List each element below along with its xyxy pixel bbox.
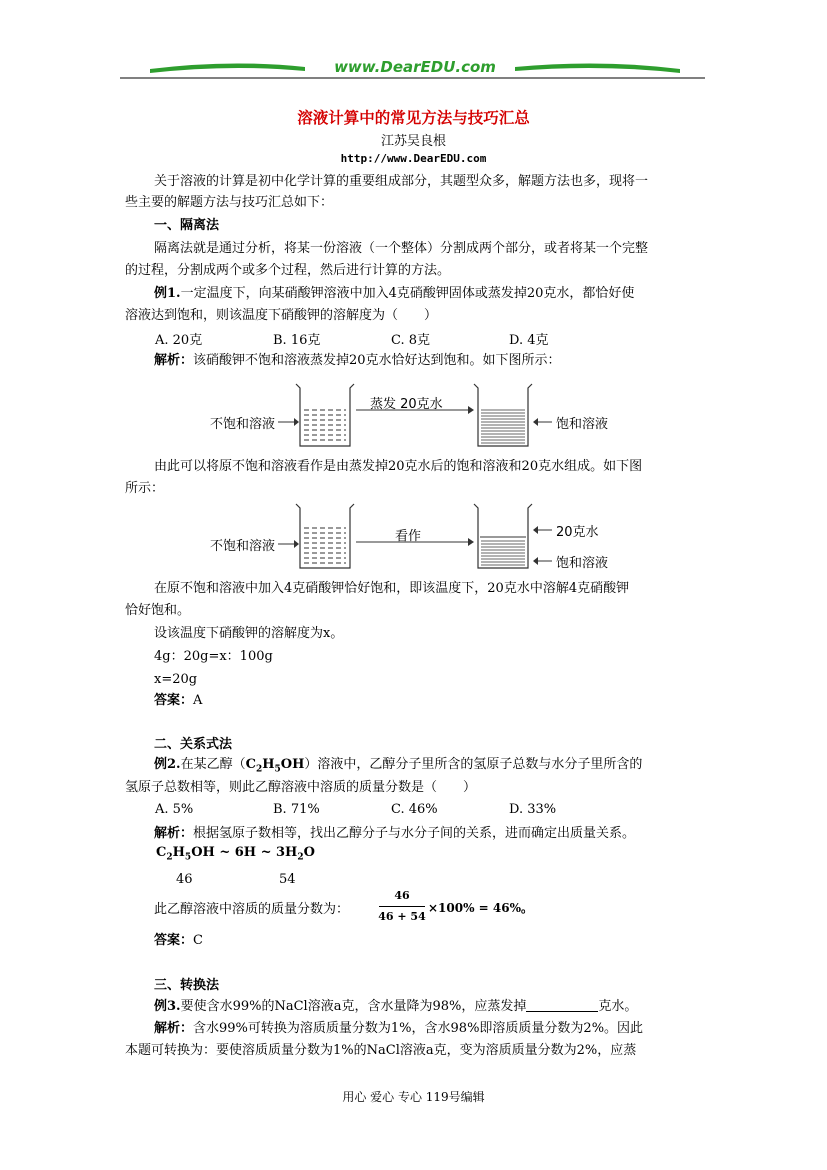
ex3-analysis	[125, 1018, 705, 1039]
fraction-denominator: 46 + 54	[378, 910, 426, 923]
sec1-mid-1: 由此可以将原不饱和溶液看作是由蒸发掉20克水后的饱和溶液和20克水组成。如下图	[154, 459, 643, 474]
sec1-set: 设该温度下硝酸钾的溶解度为x。	[154, 626, 344, 641]
sec1-answer	[125, 690, 705, 711]
ex1-label: 例1.	[154, 286, 181, 301]
ex2-analysis-text: 根据氢原子数相等，找出乙醇分子与水分子间的关系，进而确定出质量关系。	[193, 826, 636, 841]
beaker-unsaturated	[296, 384, 354, 446]
fig2-arrow-label: 看作	[395, 529, 422, 544]
answer-blank[interactable]	[526, 997, 598, 1012]
sec2-answer	[125, 930, 705, 951]
ex1-text-2: 溶液达到饱和，则该温度下硝酸钾的溶解度为（ ）	[125, 308, 438, 323]
ex1-analysis-label: 解析：	[154, 353, 194, 368]
sec1-heading: 一、隔离法	[154, 218, 220, 233]
page-footer: 用心 爱心 专心 119号编辑	[342, 1090, 485, 1104]
sec1-example	[125, 283, 705, 304]
ex3-label: 例3.	[154, 999, 181, 1014]
ex2-label: 例2.	[154, 757, 181, 772]
ex3-analysis-label: 解析：	[154, 1021, 194, 1036]
ex2-answer: C	[193, 933, 203, 948]
beaker-saturated	[474, 384, 532, 446]
fig1-left-label: 不饱和溶液	[210, 417, 276, 432]
sec1-desc-2: 的过程，分割成两个或多个过程，然后进行计算的方法。	[125, 263, 451, 278]
ex2-option-c: C. 46%	[391, 802, 438, 817]
ex1-answer: A	[193, 693, 203, 708]
url: http://www.DearEDU.com	[340, 152, 487, 165]
sec2-heading: 二、关系式法	[154, 737, 233, 752]
ex1-analysis-text: 该硝酸钾不饱和溶液蒸发掉20克水恰好达到饱和。如下图所示：	[193, 353, 561, 368]
ex1-answer-label: 答案：	[154, 693, 194, 708]
intro-line-1: 关于溶液的计算是初中化学计算的重要组成部分，其题型众多，解题方法也多，现将一	[154, 174, 649, 189]
mass-ethanol: 46	[176, 872, 193, 887]
sec1-mid-2: 所示：	[125, 481, 165, 496]
sec3-example	[125, 996, 705, 1017]
relation-formula: $C_2H_5OH$ ~ 6H ~ $3H_2O$	[156, 845, 315, 863]
ex1-option-d: D. 4克	[509, 333, 549, 348]
ex2-option-a: A. 5%	[155, 802, 194, 817]
sec1-after-2: 恰好饱和。	[125, 603, 191, 618]
ex2-analysis-label: 解析：	[154, 826, 194, 841]
ex2-text-pre: 在某乙醇（	[180, 757, 246, 772]
ex2-answer-label: 答案：	[154, 933, 194, 948]
fig1-arrow-label: 蒸发 20克水	[370, 397, 443, 412]
author: 江苏吴良根	[380, 134, 446, 149]
ex1-text-1: 一定温度下，向某硝酸钾溶液中加入4克硝酸钾固体或蒸发掉20克水，都恰好使	[180, 286, 635, 301]
fraction-result-text: ×100% = 46%	[428, 901, 522, 915]
intro-line-2: 些主要的解题方法与技巧汇总如下：	[125, 195, 334, 210]
fig1-right-label: 饱和溶液	[556, 417, 609, 432]
ex1-option-c: C. 8克	[391, 333, 431, 348]
ex3-text-post: 克水。	[598, 999, 638, 1014]
ex1-option-a: A. 20克	[155, 333, 203, 348]
fraction-numerator: 46	[394, 889, 410, 902]
fig2-left-label: 不饱和溶液	[210, 539, 276, 554]
ex2-option-d: D. 33%	[509, 802, 557, 817]
fraction-bar	[379, 906, 425, 907]
ex1-analysis	[125, 350, 705, 371]
ex2-text-post: ）溶液中，乙醇分子里所含的氢原子总数与水分子里所含的	[304, 757, 643, 772]
ex3-text-pre: 要使含水99%的NaCl溶液a克，含水量降为98%，应蒸发掉	[180, 999, 527, 1014]
sec3-heading: 三、转换法	[154, 978, 220, 993]
sec1-eq1: 4g：20g=x：100g	[154, 649, 273, 664]
fraction-intro: 此乙醇溶液中溶质的质量分数为：	[154, 902, 350, 917]
fig2-right-bottom-label: 饱和溶液	[556, 556, 609, 571]
doc-title: 溶液计算中的常见方法与技巧汇总	[297, 108, 530, 127]
ethanol-formula: $C_2H_5OH$	[245, 757, 305, 775]
ex2-text-2: 氢原子总数相等，则此乙醇溶液中溶质的质量分数是（ ）	[125, 780, 477, 795]
mass-water: 54	[279, 872, 296, 887]
ex1-option-b: B. 16克	[273, 333, 321, 348]
sec1-eq2: x=20g	[154, 672, 198, 687]
fraction-result: ×100% = 46%。	[428, 901, 534, 915]
header-site: www.DearEDU.com	[334, 58, 496, 76]
ex2-analysis	[125, 823, 705, 844]
ex3-analysis-text: 含水99%可转换为溶质质量分数为1%，含水98%即溶质质量分数为2%。因此	[193, 1021, 644, 1036]
ex2-option-b: B. 71%	[273, 802, 320, 817]
sec1-after-1: 在原不饱和溶液中加入4克硝酸钾恰好饱和，即该温度下，20克水中溶解4克硝酸钾	[154, 581, 630, 596]
sec1-desc-1: 隔离法就是通过分析，将某一份溶液（一个整体）分割成两个部分，或者将某一个完整	[154, 241, 649, 256]
ex3-analysis-2: 本题可转换为：要使溶质质量分数为1%的NaCl溶液a克，变为溶质质量分数为2%，应蒸	[125, 1043, 637, 1058]
fig2-right-top-label: 20克水	[556, 525, 599, 540]
